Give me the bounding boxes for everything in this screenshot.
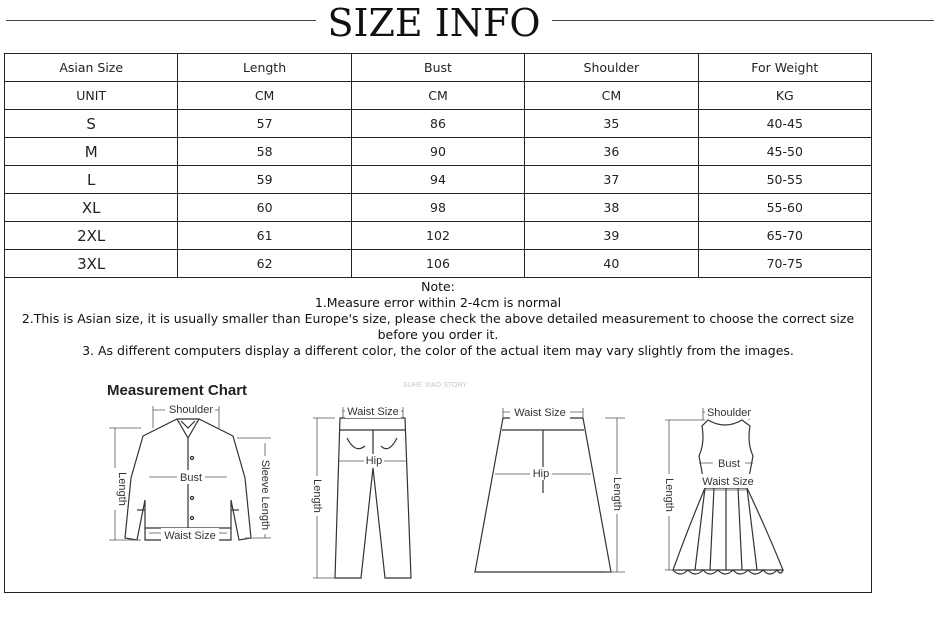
shirt-shoulder-label: Shoulder <box>168 404 214 416</box>
length-cell: 57 <box>178 110 351 138</box>
size-cell: M <box>5 138 178 166</box>
note-line-3: 3. As different computers display a different color, the color of the actual item may vary slightly from the images. <box>82 343 794 358</box>
table-row <box>5 166 872 194</box>
table-row <box>5 110 872 138</box>
size-cell: 2XL <box>5 222 178 250</box>
note-line-2: 2.This is Asian size, it is usually smaller than Europe's size, please check the above detailed measurement to choose the correct size before you order it. <box>21 311 855 342</box>
weight-cell: 45-50 <box>698 138 871 166</box>
shoulder-cell: 39 <box>525 222 698 250</box>
note-line-1: 1.Measure error within 2-4cm is normal <box>314 295 562 310</box>
bust-cell: 106 <box>351 250 524 278</box>
dress-labels <box>662 405 757 516</box>
pants-hip-label: Hip <box>365 455 383 467</box>
unit-cell: KG <box>698 82 871 110</box>
unit-cell: UNIT <box>5 82 178 110</box>
table-row <box>5 250 872 278</box>
weight-cell: 40-45 <box>698 110 871 138</box>
unit-cell: CM <box>178 82 351 110</box>
page-title: SIZE INFO <box>327 1 541 45</box>
size-table <box>4 53 872 278</box>
length-cell: 61 <box>178 222 351 250</box>
bust-cell: 90 <box>351 138 524 166</box>
bust-cell: 86 <box>351 110 524 138</box>
header-rule-left <box>6 20 316 21</box>
shirt-bust-label: Bust <box>179 472 203 484</box>
dress-shoulder-label: Shoulder <box>706 407 752 419</box>
skirt-labels <box>510 405 624 514</box>
table-row <box>5 222 872 250</box>
length-cell: 58 <box>178 138 351 166</box>
length-cell: 59 <box>178 166 351 194</box>
dress-measure-lines <box>665 408 753 570</box>
watermark-text: SURE XIAO STORY <box>403 382 467 389</box>
table-row <box>5 194 872 222</box>
column-header: For Weight <box>698 54 871 82</box>
header-rule-right <box>552 20 934 21</box>
weight-cell: 55-60 <box>698 194 871 222</box>
shoulder-cell: 35 <box>525 110 698 138</box>
shoulder-cell: 40 <box>525 250 698 278</box>
pants-waist-label: Waist Size <box>347 406 399 418</box>
weight-cell: 50-55 <box>698 166 871 194</box>
skirt-hip-label: Hip <box>532 468 550 480</box>
table-header-row <box>5 54 872 82</box>
pants-length-label: Length <box>311 479 323 513</box>
column-header: Asian Size <box>5 54 178 82</box>
pants-diagram <box>335 418 411 578</box>
bust-cell: 98 <box>351 194 524 222</box>
dress-diagram <box>673 420 783 574</box>
size-cell: S <box>5 110 178 138</box>
pants-labels <box>310 404 401 516</box>
dress-length-label: Length <box>663 478 675 512</box>
shirt-waist-label: Waist Size <box>164 530 216 542</box>
unit-cell: CM <box>351 82 524 110</box>
skirt-length-label: Length <box>611 477 623 511</box>
shirt-length-label: Length <box>116 472 128 506</box>
note-heading: Note: <box>421 279 455 294</box>
size-cell: L <box>5 166 178 194</box>
weight-cell: 70-75 <box>698 250 871 278</box>
size-info-header <box>0 0 937 46</box>
table-unit-row <box>5 82 872 110</box>
pants-measure-lines <box>313 407 407 578</box>
notes-panel <box>4 278 872 593</box>
column-header: Bust <box>351 54 524 82</box>
dress-waist-label: Waist Size <box>702 476 754 488</box>
skirt-waist-label: Waist Size <box>514 407 566 419</box>
size-cell: XL <box>5 194 178 222</box>
table-row <box>5 138 872 166</box>
skirt-measure-lines <box>495 408 625 572</box>
measurement-chart-title: Measurement Chart <box>107 382 248 399</box>
size-cell: 3XL <box>5 250 178 278</box>
measurement-diagrams <box>5 278 871 592</box>
weight-cell: 65-70 <box>698 222 871 250</box>
shoulder-cell: 36 <box>525 138 698 166</box>
column-header: Length <box>178 54 351 82</box>
length-cell: 60 <box>178 194 351 222</box>
shoulder-cell: 38 <box>525 194 698 222</box>
shirt-sleeve-label: Sleeve Length <box>259 459 271 531</box>
length-cell: 62 <box>178 250 351 278</box>
shoulder-cell: 37 <box>525 166 698 194</box>
skirt-diagram <box>475 418 611 572</box>
bust-cell: 102 <box>351 222 524 250</box>
column-header: Shoulder <box>525 54 698 82</box>
unit-cell: CM <box>525 82 698 110</box>
dress-bust-label: Bust <box>717 458 741 470</box>
bust-cell: 94 <box>351 166 524 194</box>
